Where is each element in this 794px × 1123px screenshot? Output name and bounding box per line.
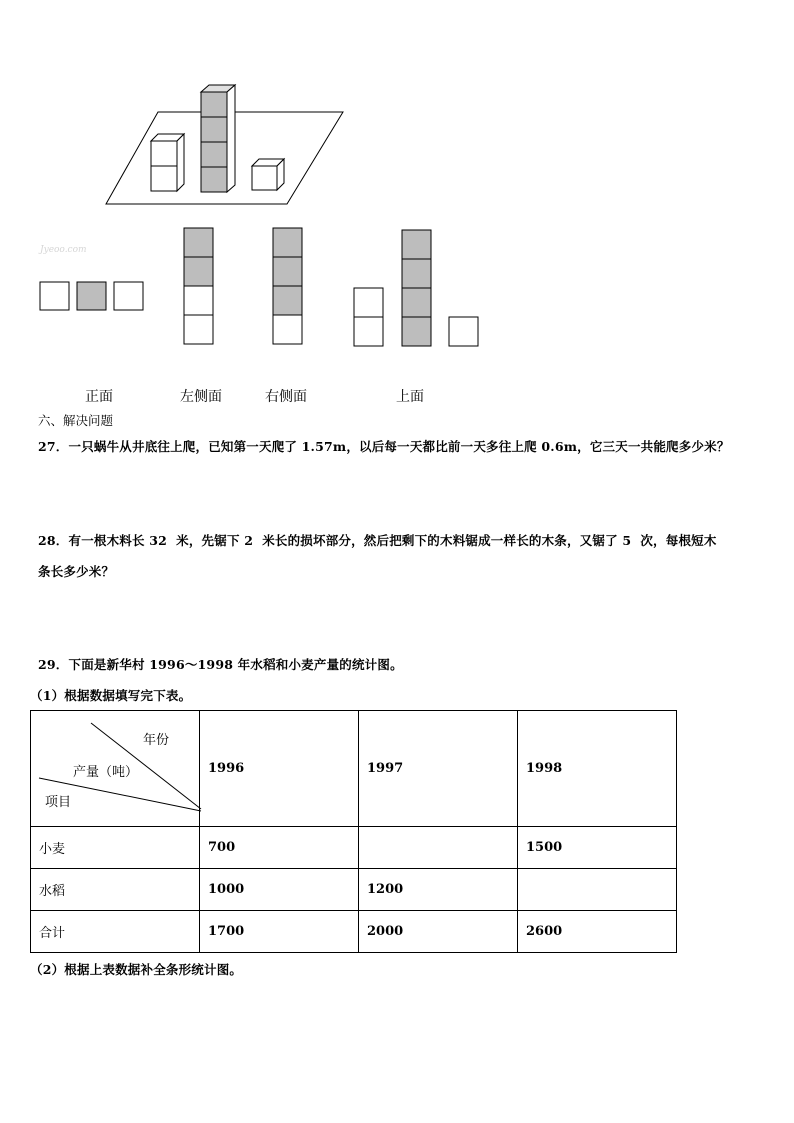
table-cell: 2600 [518, 911, 677, 953]
table-cell: 1500 [518, 827, 677, 869]
watermark: Jyeoo.com [40, 245, 87, 255]
left-side-view-label: 左侧面 [180, 389, 222, 405]
question-28-line1: 28．有一根木料长 32 米，先锯下 2 米长的损坏部分，然后把剩下的木料锯成一样长的木条，又锯了 5 次，每根短木 [38, 533, 717, 548]
header-year-label: 年份 [143, 733, 170, 748]
yield-table [30, 710, 677, 953]
table-cell-blank[interactable] [518, 869, 677, 911]
table-row [31, 827, 677, 869]
row-label: 合计 [31, 911, 200, 953]
front-view-figure [39, 281, 145, 312]
table-cell: 700 [200, 827, 359, 869]
year-1996-header: 1996 [200, 711, 359, 827]
right-side-view-figure [272, 227, 304, 347]
table-cell: 1700 [200, 911, 359, 953]
row-label: 水稻 [31, 869, 200, 911]
question-28-line2: 条长多少米？ [38, 564, 115, 579]
table-cell-blank[interactable] [359, 827, 518, 869]
table-row [31, 911, 677, 953]
question-29-part2: （2）根据上表数据补全条形统计图。 [30, 962, 243, 977]
header-output-label: 产量（吨） [73, 765, 139, 780]
table-cell: 2000 [359, 911, 518, 953]
year-1998-header: 1998 [518, 711, 677, 827]
section-title: 六、解决问题 [38, 413, 114, 428]
top-view-figure [353, 228, 481, 348]
question-29: 29．下面是新华村 1996～1998 年水稻和小麦产量的统计图。 [38, 657, 403, 672]
question-29-part1: （1）根据数据填写完下表。 [30, 688, 192, 703]
year-1997-header: 1997 [359, 711, 518, 827]
header-item-label: 项目 [45, 795, 72, 810]
front-view-label: 正面 [85, 389, 113, 405]
diagonal-header-cell [31, 711, 200, 827]
top-view-label: 上面 [396, 389, 424, 405]
table-cell: 1000 [200, 869, 359, 911]
table-cell: 1200 [359, 869, 518, 911]
table-row [31, 869, 677, 911]
question-27: 27．一只蜗牛从井底往上爬，已知第一天爬了 1.57m，以后每一天都比前一天多往上爬 0.6m，它三天一共能爬多少米？ [38, 439, 730, 454]
left-side-view-figure [183, 227, 215, 347]
row-label: 小麦 [31, 827, 200, 869]
right-side-view-label: 右侧面 [265, 389, 307, 405]
cube-stack-figure [100, 80, 350, 210]
